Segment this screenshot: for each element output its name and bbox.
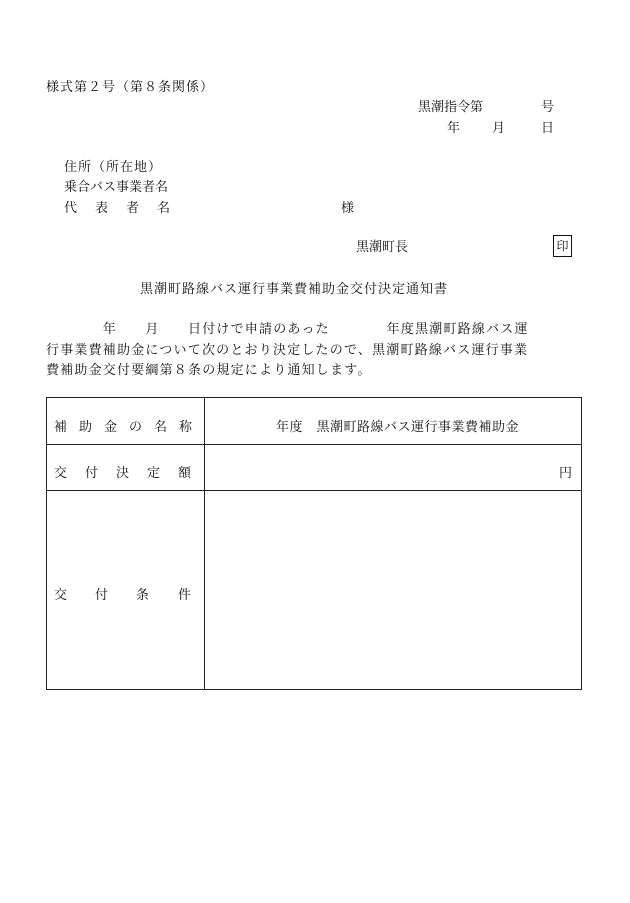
table-row-divider [47,444,581,445]
label-char: 名 [154,420,168,435]
notice-body [46,320,576,382]
label-char: 決 [116,466,130,481]
decision-table [46,397,582,690]
sender-title: 黒潮町長 [356,240,409,255]
recipient-address-label: 住所（所在地） [64,160,163,175]
subsidy-name-label [54,416,194,435]
label-char: 金 [104,420,118,435]
date-month-label: 月 [492,121,506,136]
recipient-business-label: 乗合バス事業者名 [64,180,169,195]
notice-body-line: 年 月 日付けで申請のあった 年度黒潮町路線バス運 [46,322,529,337]
subsidy-name-value: 年度 黒潮町路線バス運行事業費補助金 [276,420,520,435]
seal-box: 印 [553,235,572,257]
date-day-label: 日 [541,121,555,136]
label-char: の [129,420,143,435]
label-char: 助 [79,420,93,435]
document-number-suffix: 号 [541,100,555,115]
document-title: 黒潮町路線バス運行事業費補助金交付決定通知書 [140,282,449,297]
label-char: 交 [54,466,68,481]
form-number: 様式第２号（第８条関係） [46,80,215,95]
representative-char: 表 [95,201,109,216]
grant-conditions-value [207,493,577,683]
label-char: 付 [85,466,99,481]
representative-char: 名 [157,201,171,216]
label-char: 交 [54,588,68,603]
label-char: 補 [54,420,68,435]
label-char: 額 [178,466,192,481]
grant-amount-unit: 円 [558,466,572,481]
grant-conditions-label [54,584,194,603]
date-year-label: 年 [447,121,461,136]
representative-char: 代 [64,201,78,216]
table-row-divider [47,490,581,491]
grant-amount-label [54,462,194,481]
document-number-prefix: 黒潮指令第 [418,100,484,115]
representative-char: 者 [126,201,140,216]
label-char: 条 [136,588,150,603]
notice-body-line: 費補助金交付要綱第８条の規定により通知します。 [46,363,372,378]
label-char: 件 [178,588,192,603]
honorific: 様 [341,201,355,216]
notice-body-line: 行事業費補助金について次のとおり決定したので、黒潮町路線バス運行事業 [46,342,529,358]
label-char: 定 [147,466,161,481]
label-char: 付 [95,588,109,603]
table-column-divider [204,398,205,689]
label-char: 称 [179,420,193,435]
